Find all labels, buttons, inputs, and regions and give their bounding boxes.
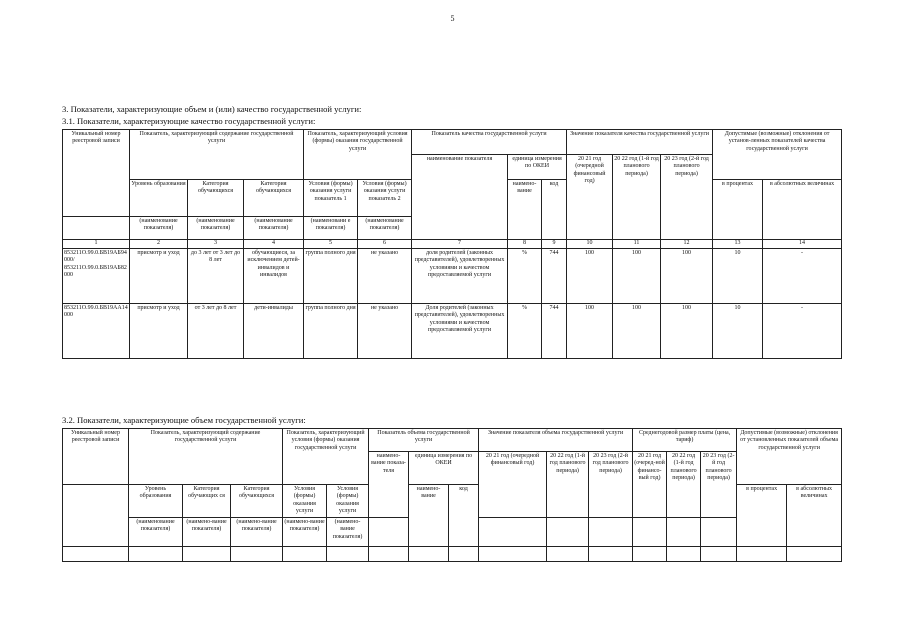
page-number: 5	[450, 14, 455, 23]
student-category: до 3 лет от 3 лет до 8 лет	[188, 249, 244, 304]
column-number: 11	[613, 240, 661, 249]
name-placeholder: (наимено-вание показателя)	[231, 518, 283, 547]
blank-cell	[327, 547, 369, 562]
condition-1: группа полного дня	[304, 249, 358, 304]
subheader-condition-1: Условия (формы) оказания услуги	[283, 485, 327, 518]
blank-cell	[283, 547, 327, 562]
section-3-1-title: 3.1. Показатели, характеризующие качество государственной услуги:	[62, 116, 316, 126]
header-registry: Уникальный номер реестровой записи	[63, 429, 129, 485]
subheader-dev-percent: в процентах	[713, 180, 763, 240]
indicator-name: доля родителей (законных представителей), удовлетворенных условиями и качеством предоставляемой услуги	[412, 249, 508, 304]
column-number: 4	[244, 240, 304, 249]
value-year-2: 100	[613, 249, 661, 304]
header-volume-year-1: 20 21 год (очередной финансовый год)	[479, 452, 547, 518]
column-number: 12	[661, 240, 713, 249]
unit-name: %	[508, 304, 542, 359]
column-number: 8	[508, 240, 542, 249]
unit-name: %	[508, 249, 542, 304]
table-row	[63, 249, 842, 304]
unit-code: 744	[542, 304, 567, 359]
blank-cell	[701, 547, 737, 562]
education-level: присмотр и уход	[130, 304, 188, 359]
subheader-dev-absolute: в абсолютных величинах	[763, 180, 842, 240]
column-number: 7	[412, 240, 508, 249]
header-volume-year-2: 20 22 год (1-й год планового периода)	[547, 452, 589, 518]
section-3-title: 3. Показатели, характеризующие объем и (или) качество государственной услуги:	[62, 104, 362, 114]
name-placeholder: (наимено-вание показателя)	[327, 518, 369, 547]
registry-number: 853211О.99.0.БВ19АА14000	[63, 304, 130, 359]
blank-cell	[547, 518, 589, 547]
header-volume-year-3: 20 23 год (2-й год планового периода)	[589, 452, 633, 518]
subheader-dev-absolute: в абсолютных величинах	[787, 485, 842, 547]
table-row	[63, 547, 842, 562]
name-placeholder: (наименование показателя)	[188, 217, 244, 240]
subheader-category-2: Категория обучающихся	[244, 180, 304, 217]
column-number: 10	[567, 240, 613, 249]
condition-2: не указано	[358, 249, 412, 304]
registry-blank	[63, 485, 129, 547]
subheader-condition-2: Условия (формы) оказания услуги	[327, 485, 369, 518]
blank-cell	[547, 547, 589, 562]
deviation-percent: 10	[713, 249, 763, 304]
subheader-okei-code: код	[449, 485, 479, 547]
header-registry: Уникальный номер реестровой записи	[63, 130, 130, 217]
column-number: 6	[358, 240, 412, 249]
name-placeholder: (наимено-вание показателя)	[183, 518, 231, 547]
header-indicator-name: наименование показателя	[412, 155, 508, 240]
deviation-absolute: -	[763, 304, 842, 359]
value-year-3: 100	[661, 249, 713, 304]
condition-2: не указано	[358, 304, 412, 359]
column-number: 5	[304, 240, 358, 249]
deviation-absolute: -	[763, 249, 842, 304]
condition-1: группа полного дня	[304, 304, 358, 359]
column-number: 3	[188, 240, 244, 249]
value-year-1: 100	[567, 304, 613, 359]
subheader-okei-name: наимено-вание	[508, 180, 542, 240]
blank-cell	[63, 547, 129, 562]
name-placeholder: (наименование показателя)	[129, 518, 183, 547]
blank-cell	[589, 518, 633, 547]
header-deviation: Допустимые (возможные) отклонения от установ-ленных показателей качества государственной услуги	[713, 130, 842, 180]
registry-blank	[63, 217, 130, 240]
blank-cell	[667, 518, 701, 547]
header-year-3: 20 23 год (2-й год планового периода)	[661, 155, 713, 240]
subheader-dev-percent: в процентах	[737, 485, 787, 547]
table-row	[63, 304, 842, 359]
blank-cell	[737, 547, 787, 562]
indicator-name: Доля родителей (законных представителей), удовлетворенных условиями и качеством предоставляемой услуги	[412, 304, 508, 359]
header-price-year-2: 20 22 год (1-й год планового периода)	[667, 452, 701, 518]
blank-cell	[449, 547, 479, 562]
unit-code: 744	[542, 249, 567, 304]
student-category-2: дети-инвалиды	[244, 304, 304, 359]
subheader-okei-code: код	[542, 180, 567, 240]
header-okei-unit: единица измерения по ОКЕИ	[508, 155, 567, 180]
header-price-year-3: 20 23 год (2-й год планового периода)	[701, 452, 737, 518]
blank-cell	[129, 547, 183, 562]
header-conditions: Показатель, характеризующий условия (формы) оказания государственной услуги	[304, 130, 412, 180]
blank-cell	[369, 547, 409, 562]
header-content: Показатель, характеризующий содержание государственной услуги	[130, 130, 304, 180]
value-year-3: 100	[661, 304, 713, 359]
value-year-1: 100	[567, 249, 613, 304]
blank-cell	[479, 518, 547, 547]
column-number: 9	[542, 240, 567, 249]
subheader-level: Уровень образования	[130, 180, 188, 217]
column-number: 1	[63, 240, 130, 249]
header-values: Значение показателя качества государственной услуги	[567, 130, 713, 155]
quality-indicators-table	[62, 129, 842, 359]
value-year-2: 100	[613, 304, 661, 359]
blank-cell	[787, 547, 842, 562]
subheader-category: Категория обучающихся	[188, 180, 244, 217]
header-year-2: 20 22 год (1-й год планового периода)	[613, 155, 661, 240]
header-content: Показатель, характеризующий содержание государственной услуги	[129, 429, 283, 485]
name-placeholder: (наимено-вание показателя)	[283, 518, 327, 547]
subheader-condition-1: Условия (формы) оказания услуги показатель 1	[304, 180, 358, 217]
header-deviation: Допустимые (возможные) отклонения от установленных показателей объема государственной услуги	[737, 429, 842, 485]
blank-cell	[479, 547, 547, 562]
registry-number: 853211О.99.0.БВ19АБ94000/ 853211О.99.0.БВ19АБ82000	[63, 249, 130, 304]
name-placeholder: (наименование показателя)	[244, 217, 304, 240]
header-price: Среднегодовой размер платы (цена, тариф)	[633, 429, 737, 452]
header-year-1: 20 21 год (очередной финансовый год)	[567, 155, 613, 240]
blank-cell	[231, 547, 283, 562]
column-number: 2	[130, 240, 188, 249]
blank-cell	[589, 547, 633, 562]
name-placeholder: (наименование показателя)	[358, 217, 412, 240]
section-3-2-title: 3.2. Показатели, характеризующие объем государственной услуги:	[62, 415, 306, 425]
blank-cell	[369, 518, 409, 547]
header-price-year-1: 20 21 год (очеред-ной финансо-вый год)	[633, 452, 667, 518]
header-okei-unit: единица измерения по ОКЕИ	[409, 452, 479, 485]
header-values: Значение показателя объема государственной услуги	[479, 429, 633, 452]
name-placeholder: (наименование показателя)	[130, 217, 188, 240]
blank-cell	[183, 547, 231, 562]
blank-cell	[409, 547, 449, 562]
subheader-category-2: Категория обучающихся	[231, 485, 283, 518]
subheader-category: Категория обучающих ся	[183, 485, 231, 518]
header-indicator-name: наимено-вание показа-теля	[369, 452, 409, 518]
education-level: присмотр и уход	[130, 249, 188, 304]
student-category: от 3 лет до 8 лет	[188, 304, 244, 359]
volume-indicators-table	[62, 428, 842, 562]
blank-cell	[633, 518, 667, 547]
subheader-level: Уровень образования	[129, 485, 183, 518]
student-category-2: обучающиеся, за исключением детей-инвалидов и инвалидов	[244, 249, 304, 304]
column-numbers-row	[63, 240, 842, 249]
name-placeholder: (наименовани е показателя)	[304, 217, 358, 240]
header-volume: Показатель объема государственной услуги	[369, 429, 479, 452]
blank-cell	[633, 547, 667, 562]
subheader-condition-2: Условия (формы) оказания услуги показатель 2	[358, 180, 412, 217]
column-number: 14	[763, 240, 842, 249]
header-quality: Показатель качества государственной услуги	[412, 130, 567, 155]
header-conditions: Показатель, характеризующий условия (формы) оказания государственной услуги	[283, 429, 369, 485]
deviation-percent: 10	[713, 304, 763, 359]
column-number: 13	[713, 240, 763, 249]
blank-cell	[667, 547, 701, 562]
subheader-okei-name: наимено-вание	[409, 485, 449, 547]
